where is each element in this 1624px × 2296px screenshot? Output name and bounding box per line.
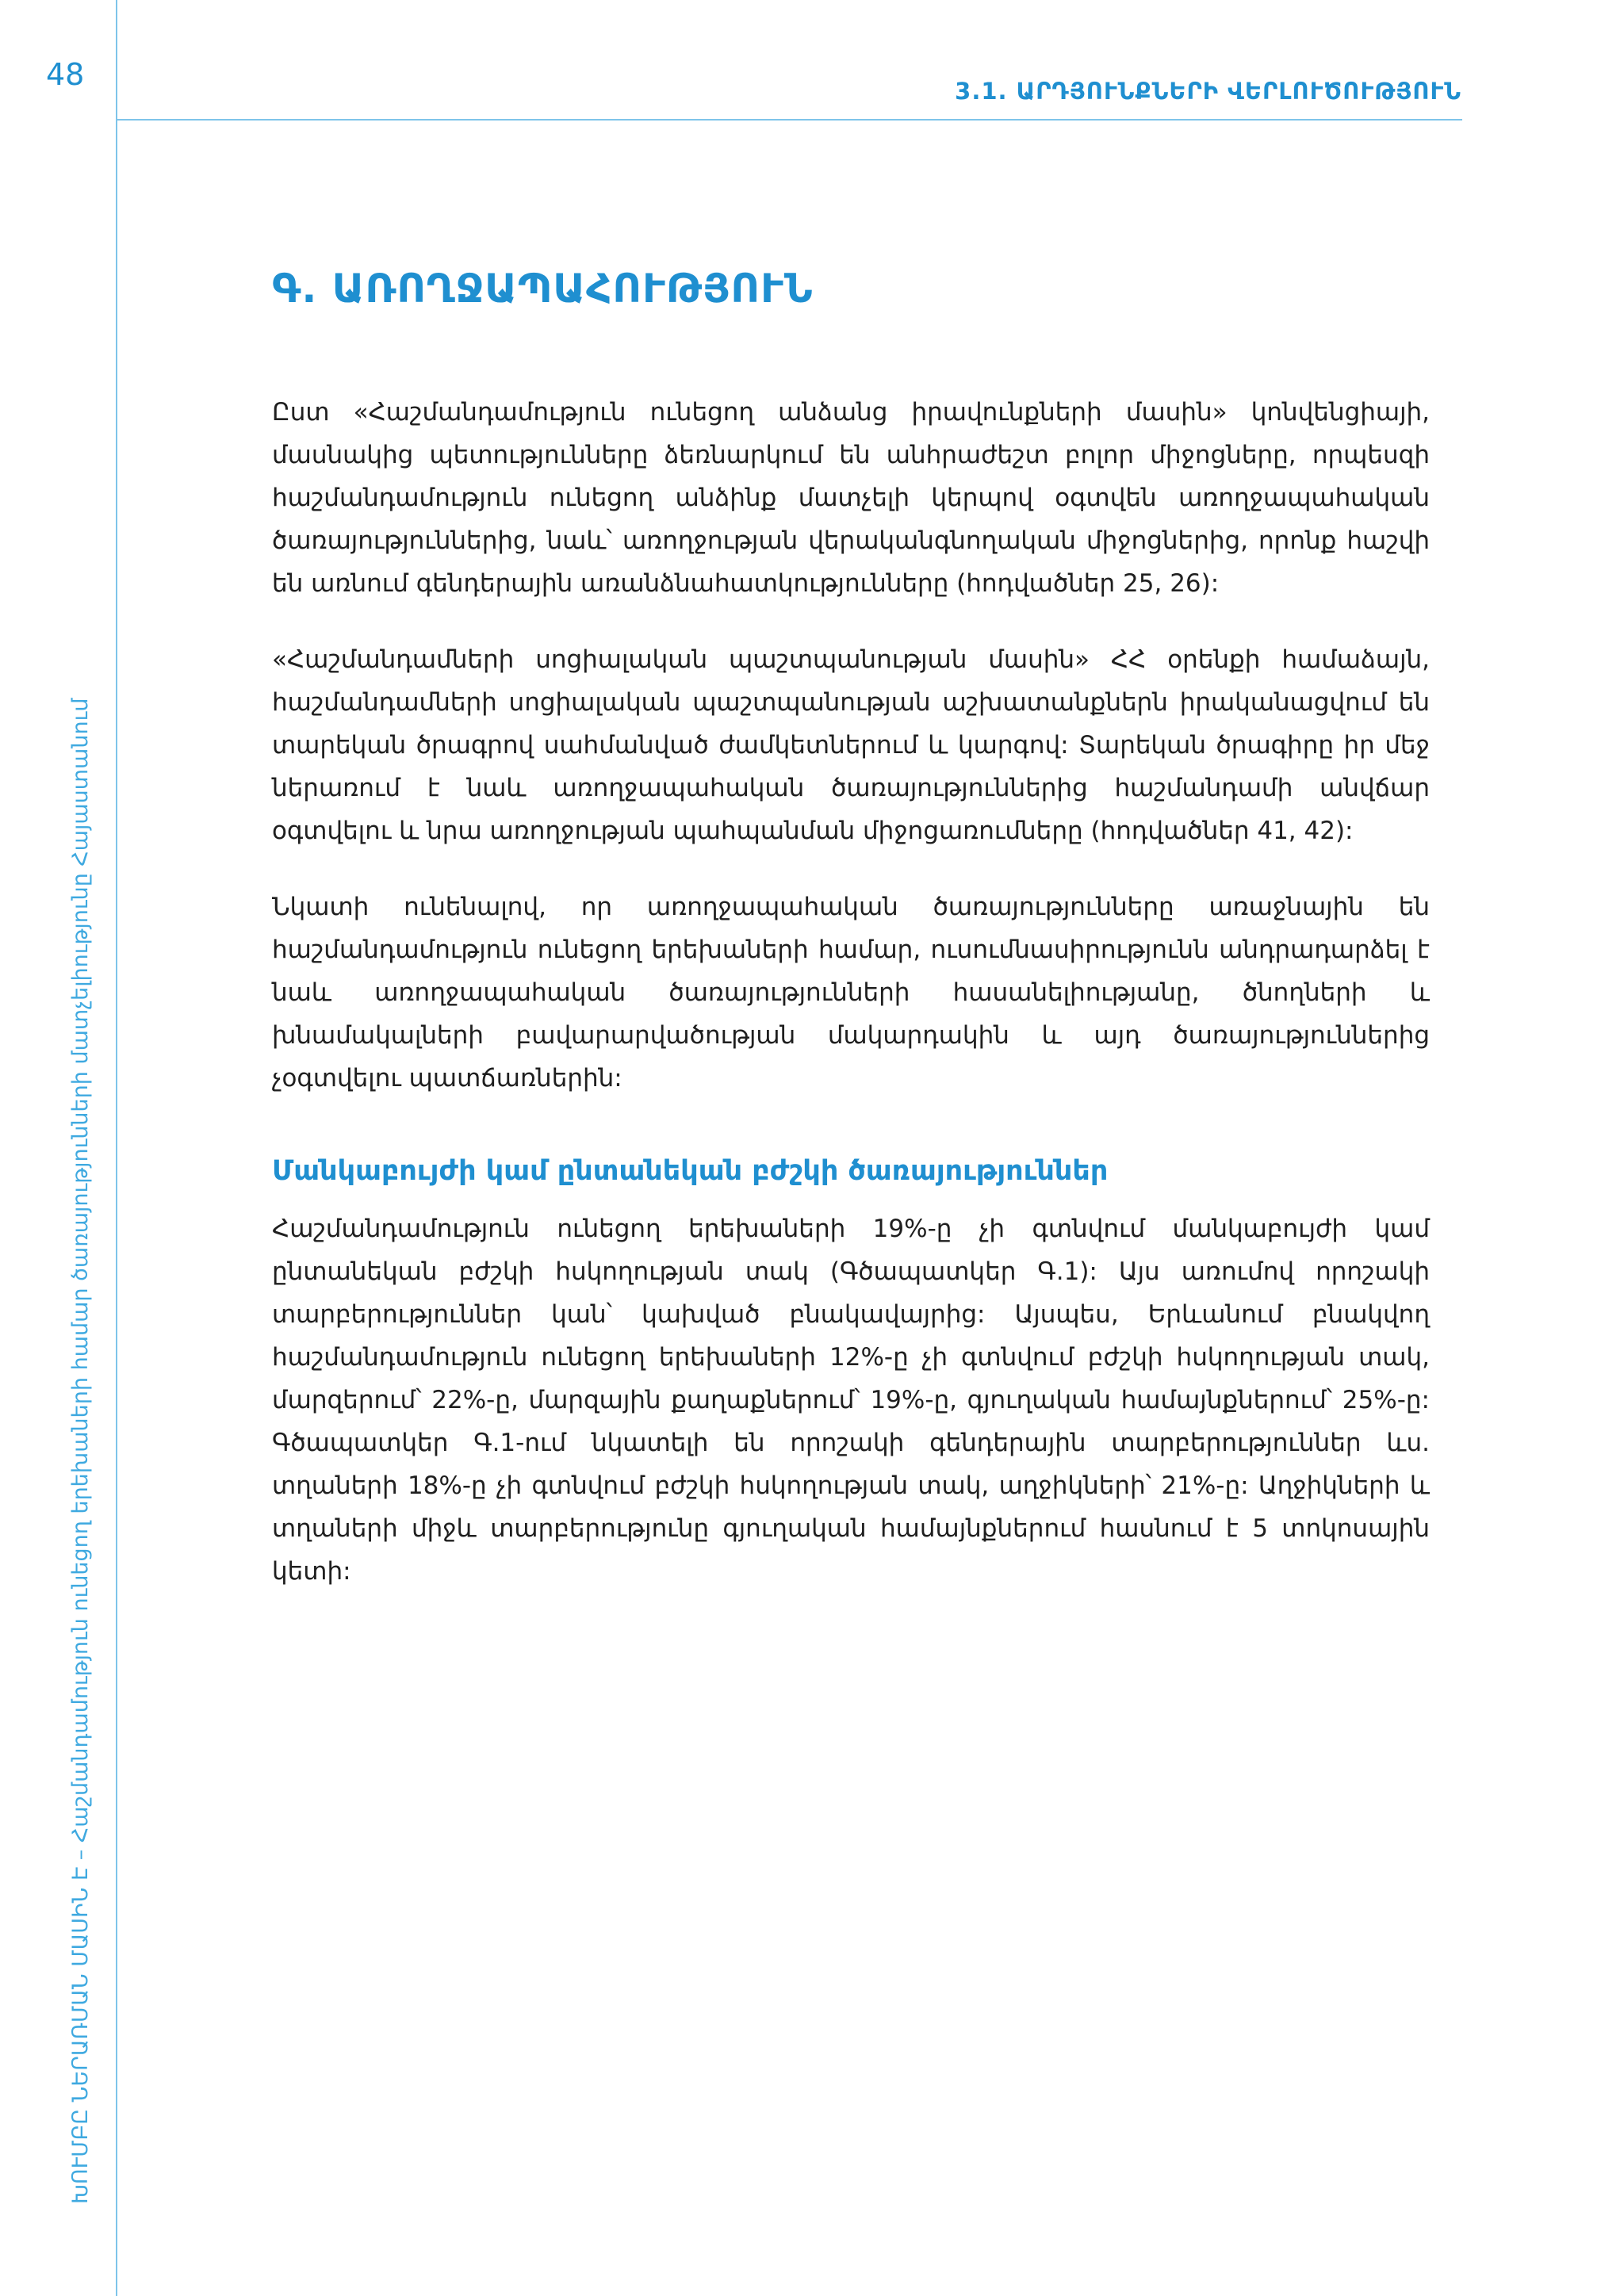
paragraph-2: «Հաշմանդամների սոցիալական պաշտպանության մասին» ՀՀ օրենքի համաձայն, հաշմանդամների սոցիալական պաշտպանության աշխատանքներն իրականացվում են տարեկան ծրագրով սահմանված ժամկետներում և կարգով: Տարեկան ծրագիրը իր մեջ ներառում է նաև առողջապահական ծառայություններից հաշմանդամի անվճար օգտվելու և նրա առողջության պահպանման միջոցառումները (հոդվածներ 41, 42): xyxy=(272,645,1430,845)
vertical-side-title: ԽՈՒՄԲԸ ՆԵՐԱՌՄԱՆ ՄԱՍԻՆ Է – Հաշմանդամություն ունեցող երեխաների համար ծառայությունների մատչելիությունը Հայաստանում xyxy=(68,698,93,2204)
paragraph-4: Հաշմանդամություն ունեցող երեխաների 19%-ը չի գտնվում մանկաբույժի կամ ընտանեկան բժշկի հսկողության տակ (Գծապատկեր Գ.1): Այս առումով որոշակի տարբերություններ կան՝ կախված բնակավայրից: Այսպես, Երևանում բնակվող հաշմանդամություն ունեցող երեխաների 12%-ը չի գտնվում բժշկի հսկողության տակ, մարզերում՝ 22%-ը, մարզային քաղաքներում՝ 19%-ը, գյուղական համայնքներում՝ 25%-ը: Գծապատկեր Գ.1-ում նկատելի են որոշակի գենդերային տարբերություններ ևս. տղաների 18%-ը չի գտնվում բժշկի հսկողության տակ, աղջիկների՝ 21%-ը: Աղջիկների և տղաների միջև տարբերությունը գյուղական համայնքներում հասնում է 5 տոկոսային կետի: xyxy=(272,1215,1430,1586)
page-number: 48 xyxy=(46,57,85,92)
section-title: Գ. ԱՌՈՂՋԱՊԱՀՈՒԹՅՈՒՆ xyxy=(272,266,814,312)
main-content xyxy=(272,266,1430,1626)
running-header: 3.1. ԱՐԴՅՈՒՆՔՆԵՐԻ ՎԵՐԼՈՒԾՈՒԹՅՈՒՆ xyxy=(955,78,1461,105)
paragraph-3: Նկատի ունենալով, որ առողջապահական ծառայությունները առաջնային են հաշմանդամություն ունեցող երեխաների համար, ուսումնասիրությունն անդրադարձել է նաև առողջապահական ծառայությունների հասանելիությանը, ծնողների և խնամակալների բավարարվածության մակարդակին և այդ ծառայություններից չօգտվելու պատճառներին: xyxy=(272,893,1430,1093)
paragraph-1: Ըստ «Հաշմանդամություն ունեցող անձանց իրավունքների մասին» կոնվենցիայի, մասնակից պետությունները ձեռնարկում են անհրաժեշտ բոլոր միջոցները, որպեսզի հաշմանդամություն ունեցող անձինք մատչելի կերպով օգտվեն առողջապահական ծառայություններից, նաև՝ առողջության վերականգնողական միջոցներից, որոնք հաշվի են առնում գենդերային առանձնահատկությունները (հոդվածներ 25, 26): xyxy=(272,398,1430,598)
subheading: Մանկաբույժի կամ ընտանեկան բժշկի ծառայություններ xyxy=(272,1155,1109,1187)
header-rule xyxy=(116,119,1462,121)
left-margin-rule xyxy=(116,0,117,2296)
